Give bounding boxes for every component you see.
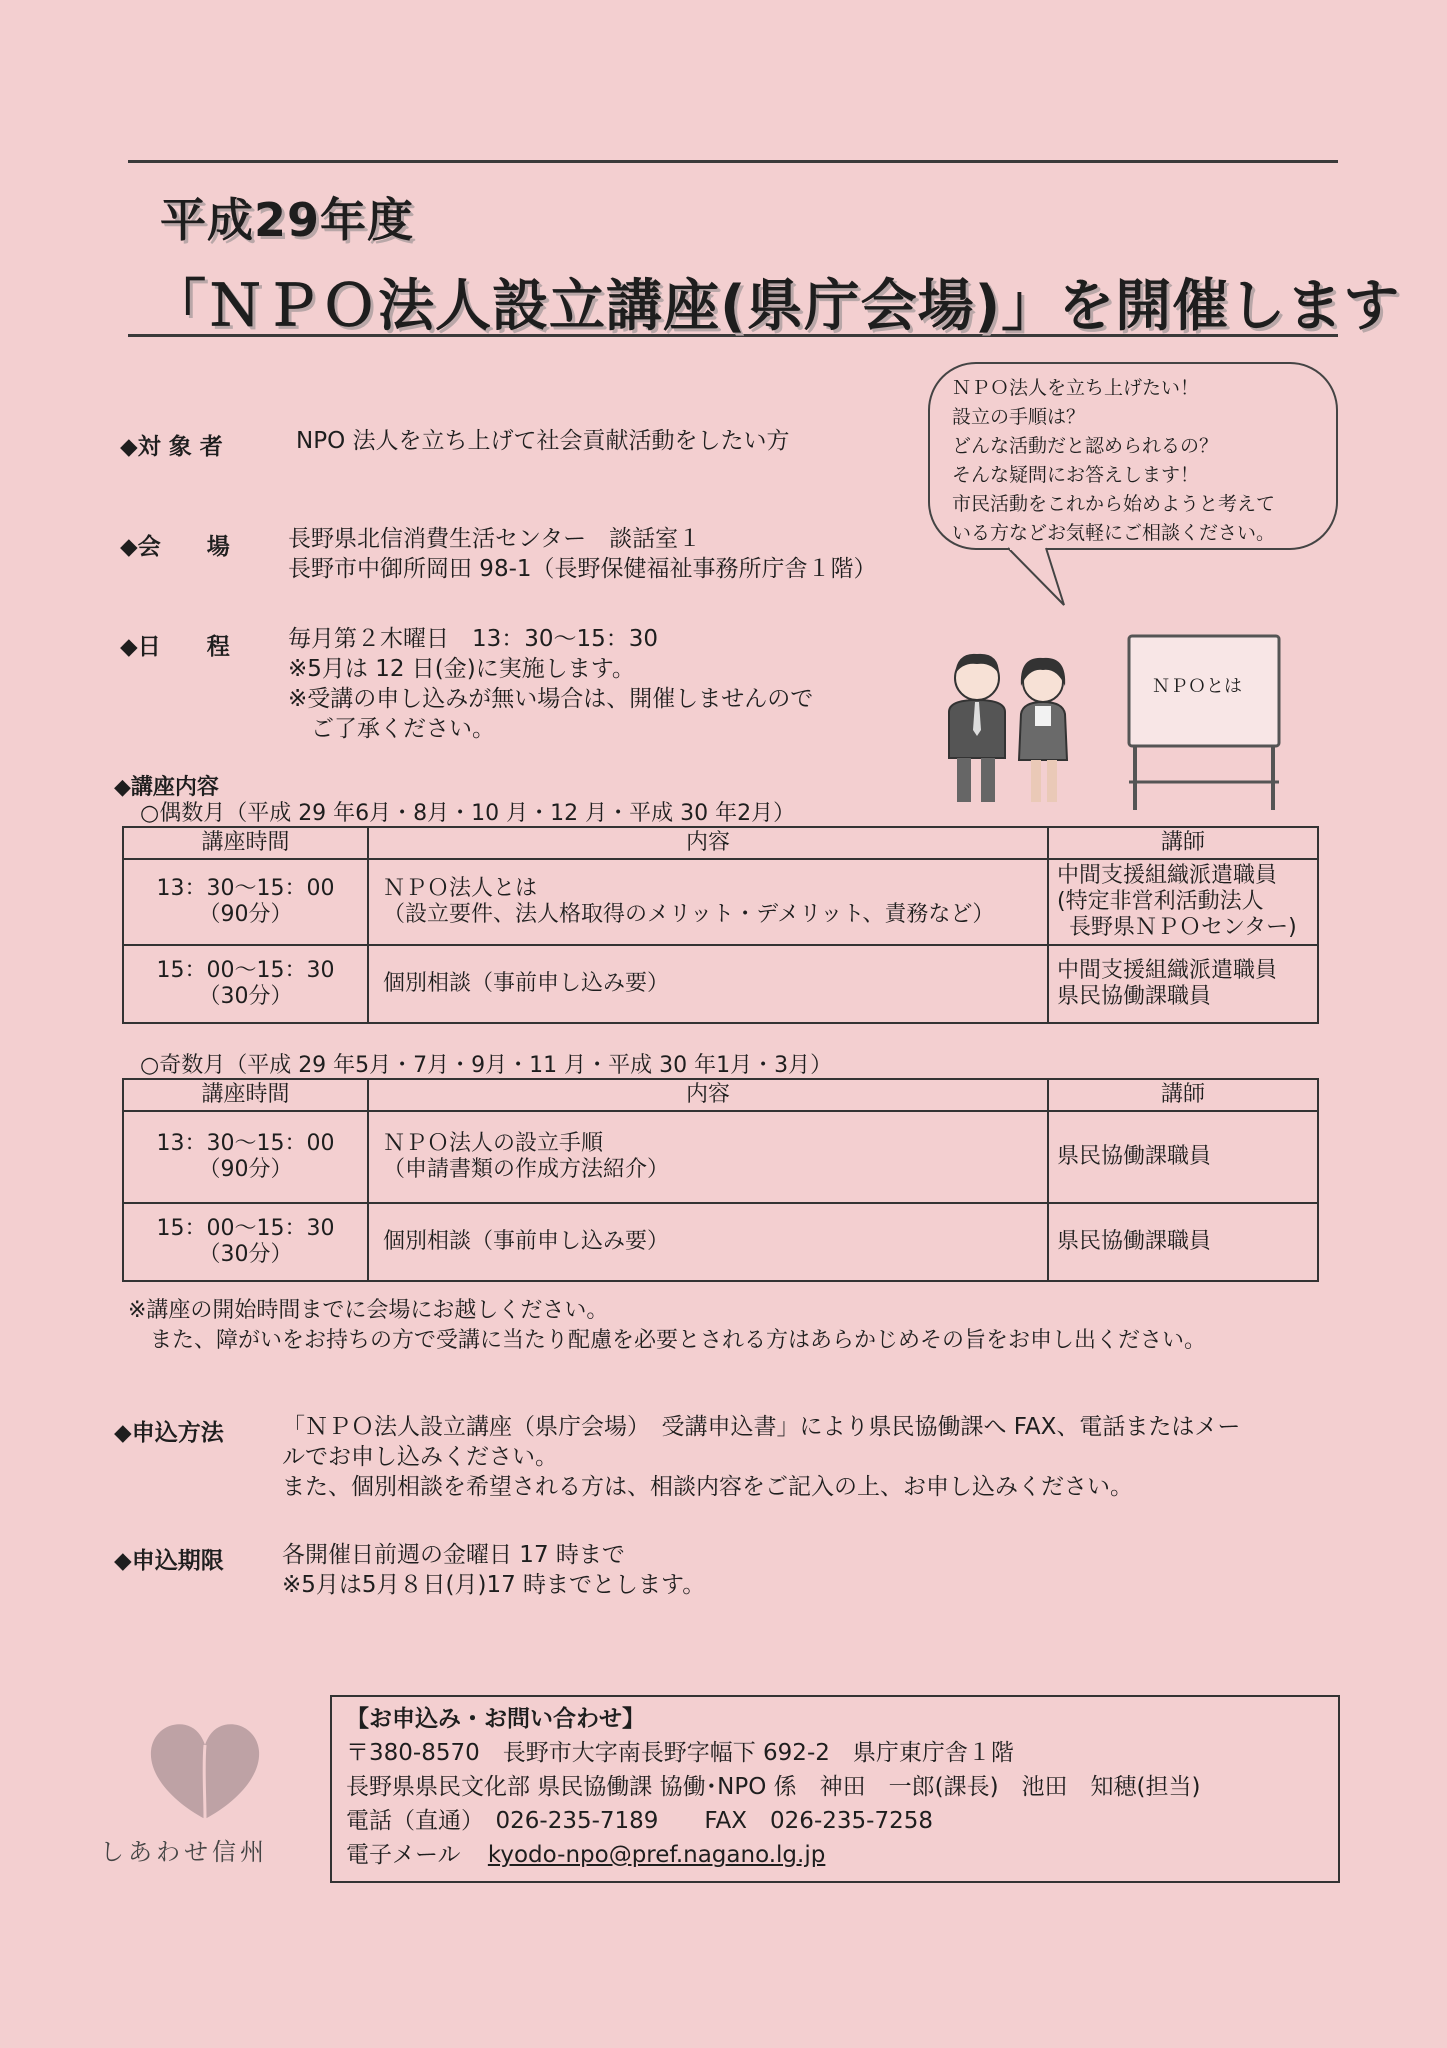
people-illustration bbox=[935, 640, 1085, 810]
lecturer-cell: 中間支援組織派遣職員 (特定非営利活動法人 長野県ＮＰＯセンター) bbox=[1048, 859, 1318, 945]
note-line: ※講座の開始時間までに会場にお越しください。 bbox=[128, 1298, 609, 1323]
contact-email-row bbox=[346, 1839, 825, 1871]
time-cell: 15：00～15：30 （30分） bbox=[123, 945, 368, 1023]
apply-line: 「ＮＰＯ法人設立講座（県庁会場） 受講申込書」により県民協働課へ FAX、電話またはメー bbox=[282, 1414, 1241, 1440]
schedule-line: ※受講の申し込みが無い場合は、開催しませんので bbox=[288, 686, 814, 712]
apply-text bbox=[282, 1412, 1240, 1502]
schedule-line: ご了承ください。 bbox=[288, 716, 495, 742]
sign-text: ＮＰＯとは bbox=[1152, 676, 1242, 697]
target-label: ◆対 象 者 bbox=[120, 434, 223, 460]
venue-text bbox=[288, 524, 877, 584]
table-row bbox=[123, 945, 1318, 1023]
time-cell: 13：30～15：00 （90分） bbox=[123, 1111, 368, 1203]
heart-logo-icon bbox=[145, 1715, 265, 1825]
bubble-line: どんな活動だと認められるの？ bbox=[952, 435, 1219, 457]
email-link[interactable]: kyodo-npo@pref.nagano.lg.jp bbox=[487, 1842, 826, 1868]
deadline-text bbox=[282, 1540, 705, 1600]
deadline-line: ※5月は5月８日(月)17 時までとします。 bbox=[282, 1572, 706, 1598]
deadline-label: ◆申込期限 bbox=[114, 1548, 224, 1574]
even-month-heading: ○偶数月（平成 29 年6月・8月・10 月・12 月・平成 30 年2月） bbox=[140, 801, 796, 826]
contact-address: 〒380-8570 長野市大字南長野字幅下 692-2 県庁東庁舎１階 bbox=[346, 1740, 1014, 1766]
col-header-time: 講座時間 bbox=[123, 827, 368, 859]
even-month-table bbox=[122, 826, 1319, 1024]
content-cell: ＮＰＯ法人とは （設立要件、法人格取得のメリット・デメリット、責務など） bbox=[368, 859, 1048, 945]
col-header-content: 内容 bbox=[368, 1079, 1048, 1111]
col-header-time: 講座時間 bbox=[123, 1079, 368, 1111]
bubble-line: いる方などお気軽にご相談ください。 bbox=[952, 522, 1276, 544]
bubble-line: 設立の手順は？ bbox=[952, 406, 1086, 428]
content-cell: 個別相談（事前申し込み要） bbox=[368, 945, 1048, 1023]
page-title: 「ＮＰＯ法人設立講座(県庁会場)」を開催します bbox=[150, 274, 1401, 339]
schedule-text bbox=[288, 624, 813, 744]
lecturer-cell: 中間支援組織派遣職員 県民協働課職員 bbox=[1048, 945, 1318, 1023]
lecturer-cell: 県民協働課職員 bbox=[1048, 1203, 1318, 1281]
apply-line: また、個別相談を希望される方は、相談内容をご記入の上、お申し込みください。 bbox=[282, 1474, 1133, 1500]
npo-sign-illustration bbox=[1125, 632, 1290, 812]
email-label: 電子メール bbox=[346, 1842, 461, 1868]
content-cell: ＮＰＯ法人の設立手順 （申請書類の作成方法紹介） bbox=[368, 1111, 1048, 1203]
title-year: 平成29年度 bbox=[160, 193, 415, 247]
logo-text: しあわせ信州 bbox=[100, 1838, 268, 1866]
speech-bubble bbox=[928, 362, 1338, 550]
content-cell: 個別相談（事前申し込み要） bbox=[368, 1203, 1048, 1281]
bubble-line: 市民活動をこれから始めようと考えて bbox=[952, 493, 1276, 515]
table-row bbox=[123, 1111, 1318, 1203]
schedule-line: 毎月第２木曜日 13：30～15：30 bbox=[288, 626, 659, 652]
venue-line: 長野市中御所岡田 98-1（長野保健福祉事務所庁舎１階） bbox=[288, 556, 877, 582]
apply-label: ◆申込方法 bbox=[114, 1420, 224, 1446]
table-row bbox=[123, 1203, 1318, 1281]
speech-bubble-tail bbox=[1006, 547, 1076, 607]
time-cell: 13：30～15：00 （90分） bbox=[123, 859, 368, 945]
notes bbox=[128, 1296, 1206, 1356]
contact-dept: 長野県県民文化部 県民協働課 協働･NPO 係 神田 一郎(課長) 池田 知穂(担当) bbox=[346, 1774, 1201, 1800]
venue-line: 長野県北信消費生活センター 談話室１ bbox=[288, 526, 702, 552]
col-header-lecturer: 講師 bbox=[1048, 1079, 1318, 1111]
apply-line: ルでお申し込みください。 bbox=[282, 1444, 558, 1470]
table-row bbox=[123, 859, 1318, 945]
lecturer-cell: 県民協働課職員 bbox=[1048, 1111, 1318, 1203]
contact-phone: 電話（直通） 026-235-7189 FAX 026-235-7258 bbox=[346, 1808, 933, 1834]
schedule-line: ※5月は 12 日(金)に実施します。 bbox=[288, 656, 635, 682]
col-header-content: 内容 bbox=[368, 827, 1048, 859]
col-header-lecturer: 講師 bbox=[1048, 827, 1318, 859]
time-cell: 15：00～15：30 （30分） bbox=[123, 1203, 368, 1281]
course-label: ◆講座内容 bbox=[114, 775, 219, 800]
note-line: また、障がいをお持ちの方で受講に当たり配慮を必要とされる方はあらかじめその旨をお申し出ください。 bbox=[128, 1328, 1207, 1353]
bubble-line: ＮＰＯ法人を立ち上げたい！ bbox=[952, 377, 1200, 399]
bubble-line: そんな疑問にお答えします！ bbox=[952, 464, 1200, 486]
schedule-label: ◆日 程 bbox=[120, 634, 230, 660]
target-text: NPO 法人を立ち上げて社会貢献活動をしたい方 bbox=[296, 428, 790, 454]
venue-label: ◆会 場 bbox=[120, 534, 230, 560]
contact-box bbox=[330, 1695, 1340, 1883]
odd-month-heading: ○奇数月（平成 29 年5月・7月・9月・11 月・平成 30 年1月・3月） bbox=[140, 1053, 833, 1078]
odd-month-table bbox=[122, 1078, 1319, 1282]
title-top-rule bbox=[128, 160, 1338, 163]
deadline-line: 各開催日前週の金曜日 17 時まで bbox=[282, 1542, 625, 1568]
contact-heading: 【お申込み・お問い合わせ】 bbox=[346, 1706, 645, 1732]
